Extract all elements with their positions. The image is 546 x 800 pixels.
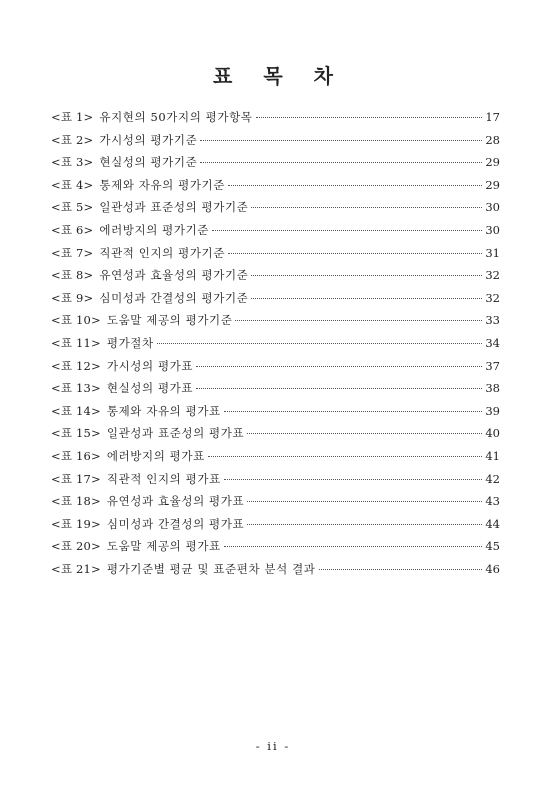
dot-leader	[157, 343, 483, 344]
toc-entry-page: 28	[485, 132, 500, 147]
toc-entry-number: <표 21>	[51, 561, 101, 576]
toc-entry-number: <표 13>	[51, 381, 101, 396]
dot-leader	[212, 230, 482, 231]
dot-leader	[247, 433, 482, 434]
toc-entry[interactable]	[51, 471, 500, 494]
toc-entry-page: 31	[485, 245, 500, 260]
toc-entry-page: 32	[485, 268, 500, 283]
toc-entry-number: <표 6>	[51, 222, 94, 237]
dot-leader	[251, 275, 482, 276]
toc-entry-title: 평가절차	[106, 335, 154, 350]
toc-entry[interactable]	[51, 267, 500, 290]
toc-entry-number: <표 3>	[51, 155, 94, 170]
toc-entry-page: 44	[485, 516, 500, 531]
toc-entry-page: 39	[485, 403, 500, 418]
toc-entry-title: 직관적 인지의 평가표	[106, 471, 221, 486]
toc-entry[interactable]	[51, 109, 500, 132]
toc-entry-title: 유지현의 50가지의 평가항목	[99, 110, 253, 124]
toc-entry[interactable]	[51, 154, 500, 177]
dot-leader	[200, 140, 482, 141]
toc-entry-page: 45	[485, 539, 500, 554]
toc-entry-number: <표 8>	[51, 268, 94, 283]
toc-entry-number: <표 5>	[51, 200, 94, 215]
dot-leader	[256, 117, 483, 118]
toc-entry-title: 통제와 자유의 평가기준	[99, 177, 225, 192]
dot-leader	[196, 388, 482, 389]
page-number-footer: - ii -	[255, 739, 291, 753]
toc-entry-title: 직관적 인지의 평가기준	[99, 245, 225, 260]
toc-entry-number: <표 4>	[51, 177, 94, 192]
dot-leader	[224, 479, 483, 480]
dot-leader	[247, 501, 482, 502]
toc-entry-page: 37	[485, 358, 500, 373]
dot-leader	[247, 524, 482, 525]
toc-entry-number: <표 2>	[51, 132, 94, 147]
toc-entry-number: <표 12>	[51, 358, 101, 373]
toc-entry-title: 에러방지의 평가표	[106, 448, 205, 463]
toc-entry-number: <표 10>	[51, 313, 101, 328]
toc-entry-page: 34	[485, 335, 500, 350]
toc-entry[interactable]	[51, 312, 500, 335]
toc-entry-page: 29	[485, 177, 500, 192]
dot-leader	[200, 162, 482, 163]
toc-entry[interactable]	[51, 425, 500, 448]
toc-entry-number: <표 15>	[51, 426, 101, 441]
dot-leader	[251, 207, 482, 208]
dot-leader	[196, 366, 482, 367]
toc-entry-title: 유연성과 효율성의 평가기준	[99, 268, 249, 283]
toc-entry-title: 일관성과 표준성의 평가표	[106, 426, 245, 441]
toc-entry-number: <표 9>	[51, 290, 94, 305]
toc-entry[interactable]	[51, 335, 500, 358]
toc-entry-title: 통제와 자유의 평가표	[106, 403, 221, 418]
toc-entry-number: <표 14>	[51, 403, 101, 418]
toc-entry[interactable]	[51, 245, 500, 268]
toc-entry-title: 도움말 제공의 평가기준	[106, 313, 233, 328]
toc-entry[interactable]	[51, 561, 500, 584]
toc-entry-title: 가시성의 평가기준	[99, 132, 198, 147]
toc-entry-title: 현실성의 평가표	[106, 381, 194, 396]
dot-leader	[251, 298, 482, 299]
toc-entry[interactable]	[51, 199, 500, 222]
toc-entry[interactable]	[51, 290, 500, 313]
toc-entry-number: <표 7>	[51, 245, 94, 260]
toc-entry-number: <표 16>	[51, 448, 101, 463]
toc-entry-title: 심미성과 간결성의 평가기준	[99, 290, 249, 305]
toc-entry-number: <표 18>	[51, 494, 101, 509]
toc-entry-page: 29	[485, 155, 500, 170]
toc-entry-title: 일관성과 표준성의 평가기준	[99, 200, 249, 215]
toc-entry-title: 유연성과 효율성의 평가표	[106, 494, 245, 509]
toc-entry-title: 현실성의 평가기준	[99, 155, 198, 170]
toc-entry[interactable]	[51, 516, 500, 539]
toc-entry-page: 30	[485, 200, 500, 215]
toc-entry-page: 30	[485, 222, 500, 237]
table-of-contents	[51, 109, 500, 583]
dot-leader	[224, 546, 483, 547]
toc-entry-number: <표 11>	[51, 335, 101, 350]
toc-entry-number: <표 19>	[51, 516, 101, 531]
dot-leader	[228, 253, 482, 254]
page-title: 표 목 차	[213, 64, 345, 88]
dot-leader	[208, 456, 483, 457]
dot-leader	[319, 569, 483, 570]
toc-entry[interactable]	[51, 538, 500, 561]
toc-entry-page: 46	[485, 561, 500, 576]
toc-entry-page: 33	[485, 313, 500, 328]
toc-entry-page: 17	[485, 110, 500, 124]
toc-entry-title: 가시성의 평가표	[106, 358, 194, 373]
dot-leader	[224, 411, 483, 412]
toc-entry[interactable]	[51, 222, 500, 245]
toc-entry-number: <표 1>	[51, 110, 94, 124]
toc-entry[interactable]	[51, 132, 500, 155]
toc-entry-page: 38	[485, 381, 500, 396]
toc-entry-page: 40	[485, 426, 500, 441]
toc-entry[interactable]	[51, 448, 500, 471]
dot-leader	[228, 185, 482, 186]
dot-leader	[235, 320, 482, 321]
toc-entry[interactable]	[51, 493, 500, 516]
toc-entry-page: 41	[485, 448, 500, 463]
toc-entry-page: 32	[485, 290, 500, 305]
toc-entry-page: 43	[485, 494, 500, 509]
toc-entry[interactable]	[51, 403, 500, 426]
toc-entry-number: <표 20>	[51, 539, 101, 554]
toc-entry-title: 심미성과 간결성의 평가표	[106, 516, 245, 531]
toc-entry-title: 도움말 제공의 평가표	[106, 539, 221, 554]
toc-entry[interactable]	[51, 380, 500, 403]
toc-entry-title: 평가기준별 평균 및 표준편차 분석 결과	[106, 561, 316, 576]
toc-entry-number: <표 17>	[51, 471, 101, 486]
toc-entry[interactable]	[51, 177, 500, 200]
toc-entry-title: 에러방지의 평가기준	[99, 222, 209, 237]
toc-entry[interactable]	[51, 358, 500, 381]
toc-entry-page: 42	[485, 471, 500, 486]
